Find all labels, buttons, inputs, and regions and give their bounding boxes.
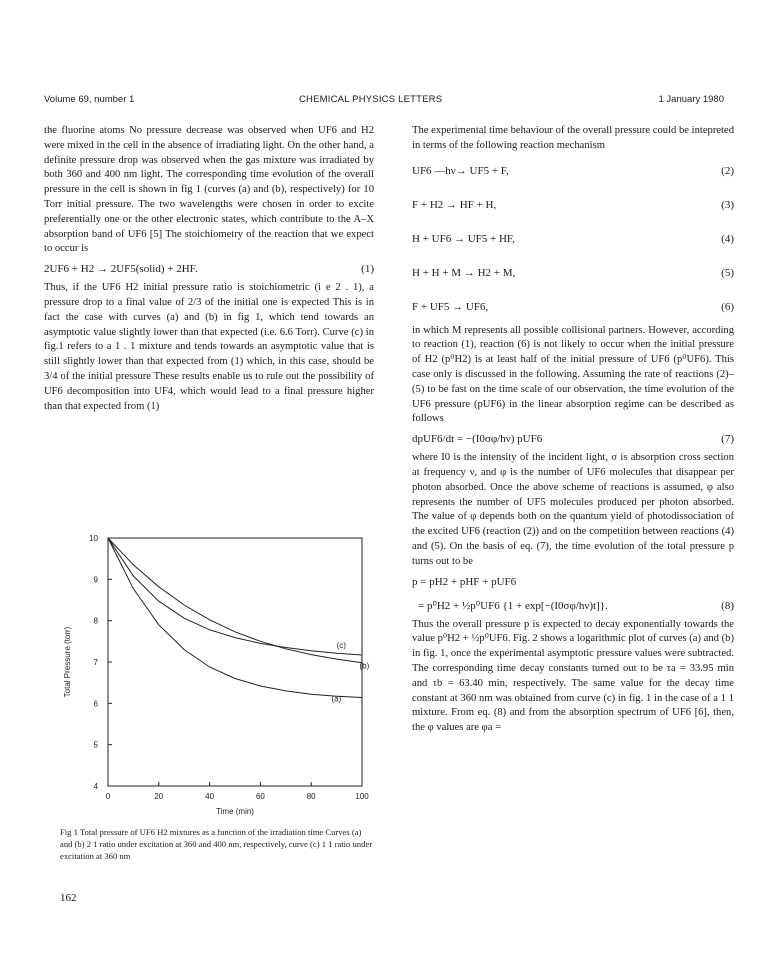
curve-label-a: (a) bbox=[331, 694, 342, 704]
equation-8a bbox=[412, 570, 734, 594]
equation-text: F + H2 → HF + H, bbox=[412, 198, 497, 211]
x-tick-label: 100 bbox=[355, 792, 369, 801]
series-line-a bbox=[108, 538, 362, 698]
paragraph: Thus, if the UF6 H2 initial pressure ratio is stoichiometric (i e 2 . 1), a pressure drop to a final value of 2/3 of the initial one is expected This is in fact the case with curves (a) and (b) in fig 1, which tend towards an asymptotic value slightly lower than that expected (i.e. 6.6 Torr). Curve (c) in fig.1 refers to a 1 . 1 mixture and tends towards an asymptotic value that is still slightly lower than that expected from (1) which, in this case, should be 3/4 of the initial pressure These results enable us to rule out the possibility of UF6 decomposition into UF4, which would lead to a final pressure higher than that expected from (1) bbox=[44, 282, 374, 412]
y-tick-label: 5 bbox=[93, 740, 98, 750]
equation-8b bbox=[412, 594, 734, 618]
curve-label-b: (b) bbox=[359, 661, 370, 671]
figure-1 bbox=[44, 526, 374, 826]
chart-ticks bbox=[89, 534, 369, 801]
x-axis-label: Time (min) bbox=[216, 807, 254, 816]
equation-5 bbox=[412, 256, 734, 290]
equation-3 bbox=[412, 188, 734, 222]
y-tick-label: 6 bbox=[93, 699, 98, 709]
equation-number: (7) bbox=[721, 433, 734, 446]
equation-text: F + UF5 → UF6, bbox=[412, 300, 489, 313]
equation-text: H + H + M → H2 + M, bbox=[412, 266, 516, 279]
equation-number: (5) bbox=[721, 266, 734, 279]
y-tick-label: 9 bbox=[93, 575, 98, 585]
equation-6 bbox=[412, 290, 734, 324]
series-line-b bbox=[108, 538, 362, 663]
paragraph: in which M represents all possible collisional partners. However, according to reaction (1), reaction (6) is not likely to occur when the initial pressure of H2 (p⁰H2) is at least half of the initial pressure of UF6 (p⁰UF6). This case only is discussed in the following. Assuming the rate of reactions (2)–(5) to be fast on the time scale of our observation, the time evolution of the UF6 pressure (pUF6) in the linear absorption regime can be described as follows bbox=[412, 324, 734, 425]
equation-number: (3) bbox=[721, 198, 734, 211]
y-axis-label: Total Pressure (torr) bbox=[63, 626, 72, 698]
y-tick-label: 8 bbox=[93, 616, 98, 626]
equation-number: (2) bbox=[721, 164, 734, 177]
page-header bbox=[44, 94, 724, 110]
pressure-chart bbox=[44, 526, 374, 826]
page-number: 162 bbox=[60, 892, 77, 904]
x-tick-label: 0 bbox=[105, 792, 111, 801]
x-tick-label: 40 bbox=[205, 792, 215, 801]
y-tick-label: 7 bbox=[93, 658, 98, 667]
equation-number: (4) bbox=[721, 232, 734, 245]
paragraph: The experimental time behaviour of the overall pressure could be intepreted in terms of the following reaction mechanism bbox=[412, 125, 734, 151]
y-tick-label: 4 bbox=[93, 782, 98, 791]
equation-text: dpUF6/dt = −(I0σφ/hν) pUF6 bbox=[412, 433, 543, 446]
journal-title: CHEMICAL PHYSICS LETTERS bbox=[299, 94, 443, 105]
equation-number: (1) bbox=[361, 263, 374, 276]
equation-1 bbox=[44, 257, 374, 281]
equation-4 bbox=[412, 222, 734, 256]
figure-caption: Fig 1 Total pressure of UF6 H2 mixtures as a function of the irradiation time Curves (a) and (b) 2 1 ratio under excitation at 360 and 400 nm, respectively, curve (c) 1 1 ratio under excitation at 360 nm bbox=[60, 827, 373, 861]
volume-label: Volume 69, number 1 bbox=[44, 94, 135, 105]
chart-labels bbox=[63, 626, 370, 816]
equation-text: 2UF6 + H2 → 2UF5(solid) + 2HF. bbox=[44, 263, 198, 276]
curve-label-c: (c) bbox=[336, 640, 346, 650]
x-tick-label: 20 bbox=[154, 792, 164, 801]
equation-number: (6) bbox=[721, 300, 734, 313]
y-tick-label: 10 bbox=[89, 534, 98, 543]
series-line-c bbox=[108, 538, 362, 655]
equation-text: p = pH2 + pHF + pUF6 bbox=[412, 575, 517, 588]
paragraph: the fluorine atoms No pressure decrease was observed when UF6 and H2 were mixed in the cell in the absence of irradiating light. On the other hand, a definite pressure drop was observed when the gas mixture was irradiated by both 360 and 400 nm light. The corresponding time evolution of the overall pressure in the cell is shown in fig 1 (curves (a) and (b), respectively) for 10 Torr initial pressure. The two wavelengths were chosen in order to excite preferentially one or the other electronic states, which contribute to the A–X absorption band of UF6 [5] The stoichiometry of the reaction that we expect to occur is bbox=[44, 125, 374, 255]
paragraph: where I0 is the intensity of the incident light, σ is absorption cross section at frequency ν, and φ is the number of UF6 molecules that disappear per photon absorbed. Once the above scheme of reactions is assumed, φ also represents the number of UF5 molecules produced per photon absorbed. The value of φ depends both on the quantum yield of photodissociation of the excited UF6 (reaction (2)) and on the competition between reactions (4) and (5). On the basis of eq. (7), the time evolution of the total pressure p turns out to be bbox=[412, 452, 734, 567]
x-tick-label: 60 bbox=[255, 792, 265, 801]
equation-text: H + UF6 → UF5 + HF, bbox=[412, 232, 515, 245]
x-tick-label: 80 bbox=[306, 792, 316, 801]
equation-2 bbox=[412, 154, 734, 188]
chart-series bbox=[108, 538, 362, 698]
paragraph: Thus the overall pressure p is expected to decay exponentially towards the value p⁰H2 + ½p⁰UF6. Fig. 2 shows a logarithmic plot of curves (a) and (b) in fig. 1, once the experimental asymptotic pressure values were subtracted. The corresponding time decay constants turned out to be τa = 33.95 min and τb = 63.40 min, respectively. The same value for the decay time constant at 360 nm was obtained from curve (c) in fig. 1 in the case of a 1 1 mixture. From eq. (8) and from the absorption spectrum of UF6 [6], then, the φ values are φa = bbox=[412, 618, 734, 734]
equation-text: UF6 —hν→ UF5 + F, bbox=[412, 164, 509, 177]
equation-list bbox=[412, 154, 734, 324]
equation-7 bbox=[412, 427, 734, 451]
equation-number: (8) bbox=[721, 599, 734, 612]
left-column bbox=[44, 124, 374, 414]
equation-text: = p⁰H2 + ½p⁰UF6 {1 + exp[−(I0σφ/hν)t]}. bbox=[418, 599, 608, 612]
issue-date: 1 January 1980 bbox=[658, 94, 724, 105]
right-column bbox=[412, 124, 734, 736]
